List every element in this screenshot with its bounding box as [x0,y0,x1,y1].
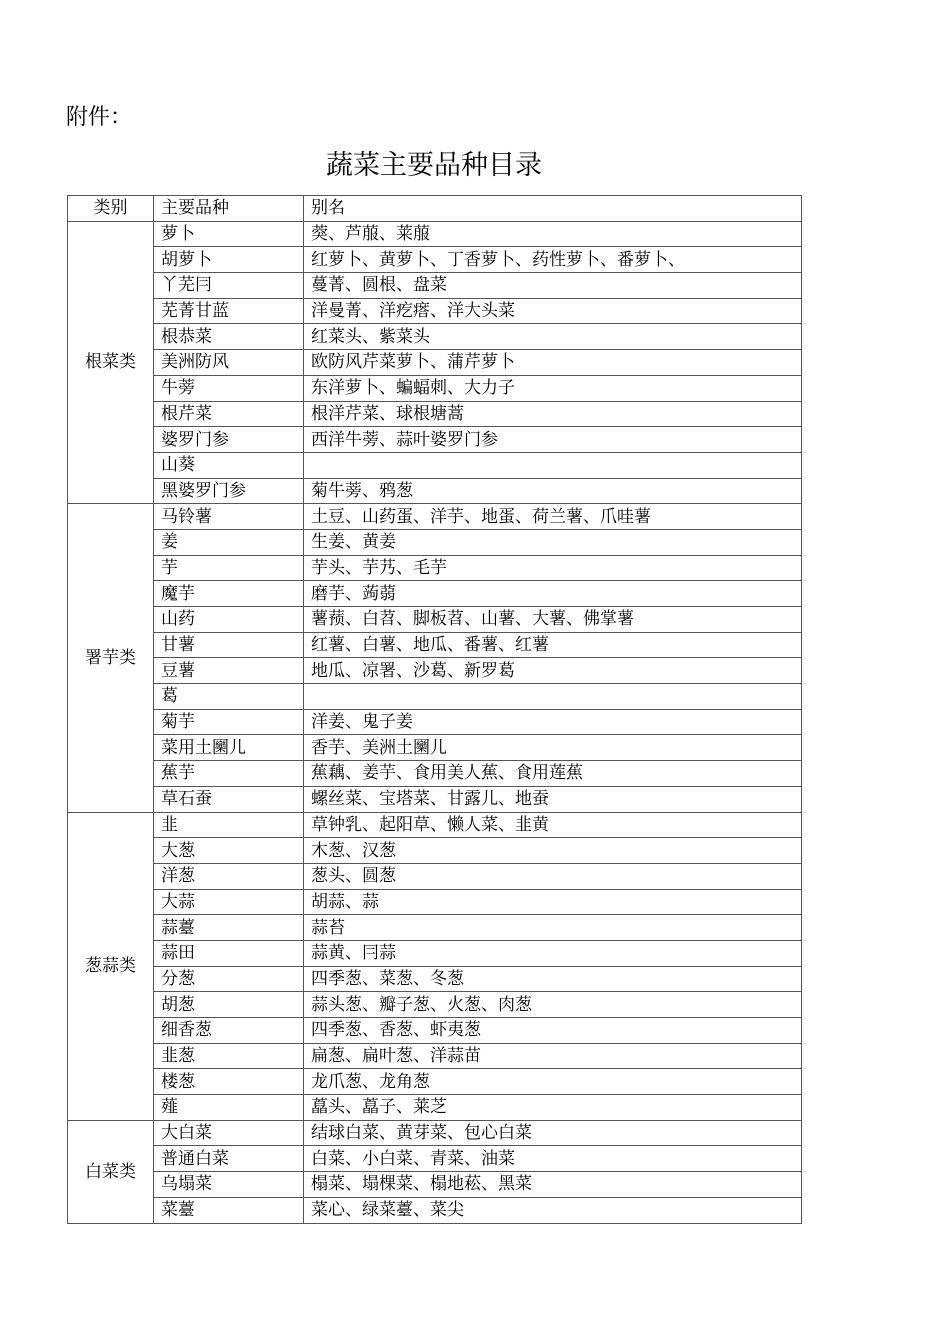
variety-cell: 芋 [154,555,304,581]
alias-cell: 菜心、绿菜薹、菜尖 [304,1197,802,1223]
variety-cell: 魔芋 [154,581,304,607]
table-row [68,1043,802,1069]
table-row [68,786,802,812]
category-cell: 白菜类 [68,1120,154,1223]
alias-cell: 螺丝菜、宝塔菜、甘露儿、地蚕 [304,786,802,812]
alias-cell: 白菜、小白菜、青菜、油菜 [304,1146,802,1172]
table-row [68,863,802,889]
alias-cell: 菊牛蒡、鸦葱 [304,478,802,504]
variety-cell: 马铃薯 [154,504,304,530]
variety-cell: 楼葱 [154,1069,304,1095]
table-row [68,350,802,376]
table-row [68,273,802,299]
variety-cell: 黑婆罗门参 [154,478,304,504]
table-row [68,529,802,555]
variety-cell: 甘薯 [154,632,304,658]
table-row [68,401,802,427]
alias-cell: 蒜黄、冃蒜 [304,940,802,966]
alias-cell: 木葱、汉葱 [304,838,802,864]
table-row [68,607,802,633]
variety-cell: 菊芋 [154,709,304,735]
table-row [68,1172,802,1198]
category-cell: 葱蒜类 [68,812,154,1120]
alias-cell: 草钟乳、起阳草、懒人菜、韭黄 [304,812,802,838]
variety-cell: 蕉芋 [154,761,304,787]
table-row [68,812,802,838]
table-row [68,1018,802,1044]
alias-cell: 香芋、美洲土圞儿 [304,735,802,761]
alias-cell: 榻菜、塌棵菜、榻地菘、黑菜 [304,1172,802,1198]
table-row [68,1069,802,1095]
variety-cell: 根恭菜 [154,324,304,350]
variety-cell: 蒜田 [154,940,304,966]
attachment-label: 附件： [66,105,133,130]
alias-cell: 胡蒜、蒜 [304,889,802,915]
table-row [68,1197,802,1223]
table-row [68,1146,802,1172]
variety-cell: 山葵 [154,452,304,478]
variety-cell: 韭 [154,812,304,838]
table-row [68,684,802,710]
alias-cell: 藠头、藠子、莱芝 [304,1095,802,1121]
table-row [68,966,802,992]
table-row [68,581,802,607]
variety-cell: 根芹菜 [154,401,304,427]
alias-cell: 四季葱、菜葱、冬葱 [304,966,802,992]
table-row [68,889,802,915]
table-row [68,504,802,530]
alias-cell: 东洋萝卜、蝙蝠刺、大力子 [304,375,802,401]
table-row [68,221,802,247]
alias-cell: 红萝卜、黄萝卜、丁香萝卜、药性萝卜、番萝卜、 [304,247,802,273]
alias-cell: 葖、芦菔、莱菔 [304,221,802,247]
variety-cell: 蒜薹 [154,915,304,941]
table-row [68,324,802,350]
table-row [68,375,802,401]
variety-cell: 丫芜冃 [154,273,304,299]
table-row [68,915,802,941]
alias-cell: 土豆、山药蛋、洋芋、地蛋、荷兰薯、爪哇薯 [304,504,802,530]
table-row [68,838,802,864]
variety-cell: 乌塌菜 [154,1172,304,1198]
table-row [68,1095,802,1121]
alias-cell: 蒜苔 [304,915,802,941]
alias-cell: 洋姜、鬼子姜 [304,709,802,735]
variety-cell: 山药 [154,607,304,633]
variety-cell: 胡葱 [154,992,304,1018]
table-row [68,427,802,453]
table-row [68,709,802,735]
category-cell: 根菜类 [68,221,154,504]
variety-cell: 美洲防风 [154,350,304,376]
alias-cell: 根洋芹菜、球根塘蒿 [304,401,802,427]
alias-cell: 龙爪葱、龙角葱 [304,1069,802,1095]
variety-cell: 普通白菜 [154,1146,304,1172]
variety-cell: 大白菜 [154,1120,304,1146]
table-row [68,632,802,658]
alias-cell: 生姜、黄姜 [304,529,802,555]
alias-cell: 磨芋、蒟蒻 [304,581,802,607]
variety-cell: 草石蚕 [154,786,304,812]
table-row [68,478,802,504]
column-header-variety: 主要品种 [154,196,304,222]
variety-cell: 萝卜 [154,221,304,247]
alias-cell: 蒜头葱、瓣子葱、火葱、肉葱 [304,992,802,1018]
alias-cell: 结球白菜、黄芽菜、包心白菜 [304,1120,802,1146]
category-cell: 署芋类 [68,504,154,812]
variety-cell: 牛蒡 [154,375,304,401]
column-header-category: 类别 [68,196,154,222]
alias-cell: 欧防风芹菜萝卜、蒲芹萝卜 [304,350,802,376]
alias-cell: 西洋牛蒡、蒜叶婆罗门参 [304,427,802,453]
variety-cell: 分葱 [154,966,304,992]
variety-cell: 细香葱 [154,1018,304,1044]
alias-cell: 芋头、芋艿、毛芋 [304,555,802,581]
variety-cell: 豆薯 [154,658,304,684]
variety-cell: 芜菁甘蓝 [154,298,304,324]
table-body [68,196,802,1224]
table-row [68,247,802,273]
alias-cell: 地瓜、凉署、沙葛、新罗葛 [304,658,802,684]
variety-cell: 韭葱 [154,1043,304,1069]
alias-cell: 红菜头、紫菜头 [304,324,802,350]
alias-cell [304,452,802,478]
table-row [68,452,802,478]
alias-cell [304,684,802,710]
column-header-alias: 别名 [304,196,802,222]
alias-cell: 四季葱、香葱、虾夷葱 [304,1018,802,1044]
table-row [68,658,802,684]
table-row [68,735,802,761]
alias-cell: 洋曼菁、洋疙瘩、洋大头菜 [304,298,802,324]
alias-cell: 红薯、白薯、地瓜、番薯、红薯 [304,632,802,658]
table-row [68,555,802,581]
table-row [68,992,802,1018]
vegetable-catalog-table [67,195,802,1224]
alias-cell: 扁葱、扁叶葱、洋蒜苗 [304,1043,802,1069]
table-row [68,1120,802,1146]
alias-cell: 蕉藕、姜芋、食用美人蕉、食用莲蕉 [304,761,802,787]
table-row [68,298,802,324]
variety-cell: 胡萝卜 [154,247,304,273]
alias-cell: 葱头、圆葱 [304,863,802,889]
variety-cell: 葛 [154,684,304,710]
variety-cell: 大蒜 [154,889,304,915]
table-row [68,761,802,787]
alias-cell: 蔓菁、圆根、盘菜 [304,273,802,299]
variety-cell: 姜 [154,529,304,555]
variety-cell: 薤 [154,1095,304,1121]
variety-cell: 大葱 [154,838,304,864]
alias-cell: 薯蓣、白苕、脚板苕、山薯、大薯、佛掌薯 [304,607,802,633]
variety-cell: 菜用土圞儿 [154,735,304,761]
variety-cell: 菜薹 [154,1197,304,1223]
table-header-row [68,196,802,222]
table-row [68,940,802,966]
variety-cell: 婆罗门参 [154,427,304,453]
document-title: 蔬菜主要品种目录 [326,150,542,181]
variety-cell: 洋葱 [154,863,304,889]
